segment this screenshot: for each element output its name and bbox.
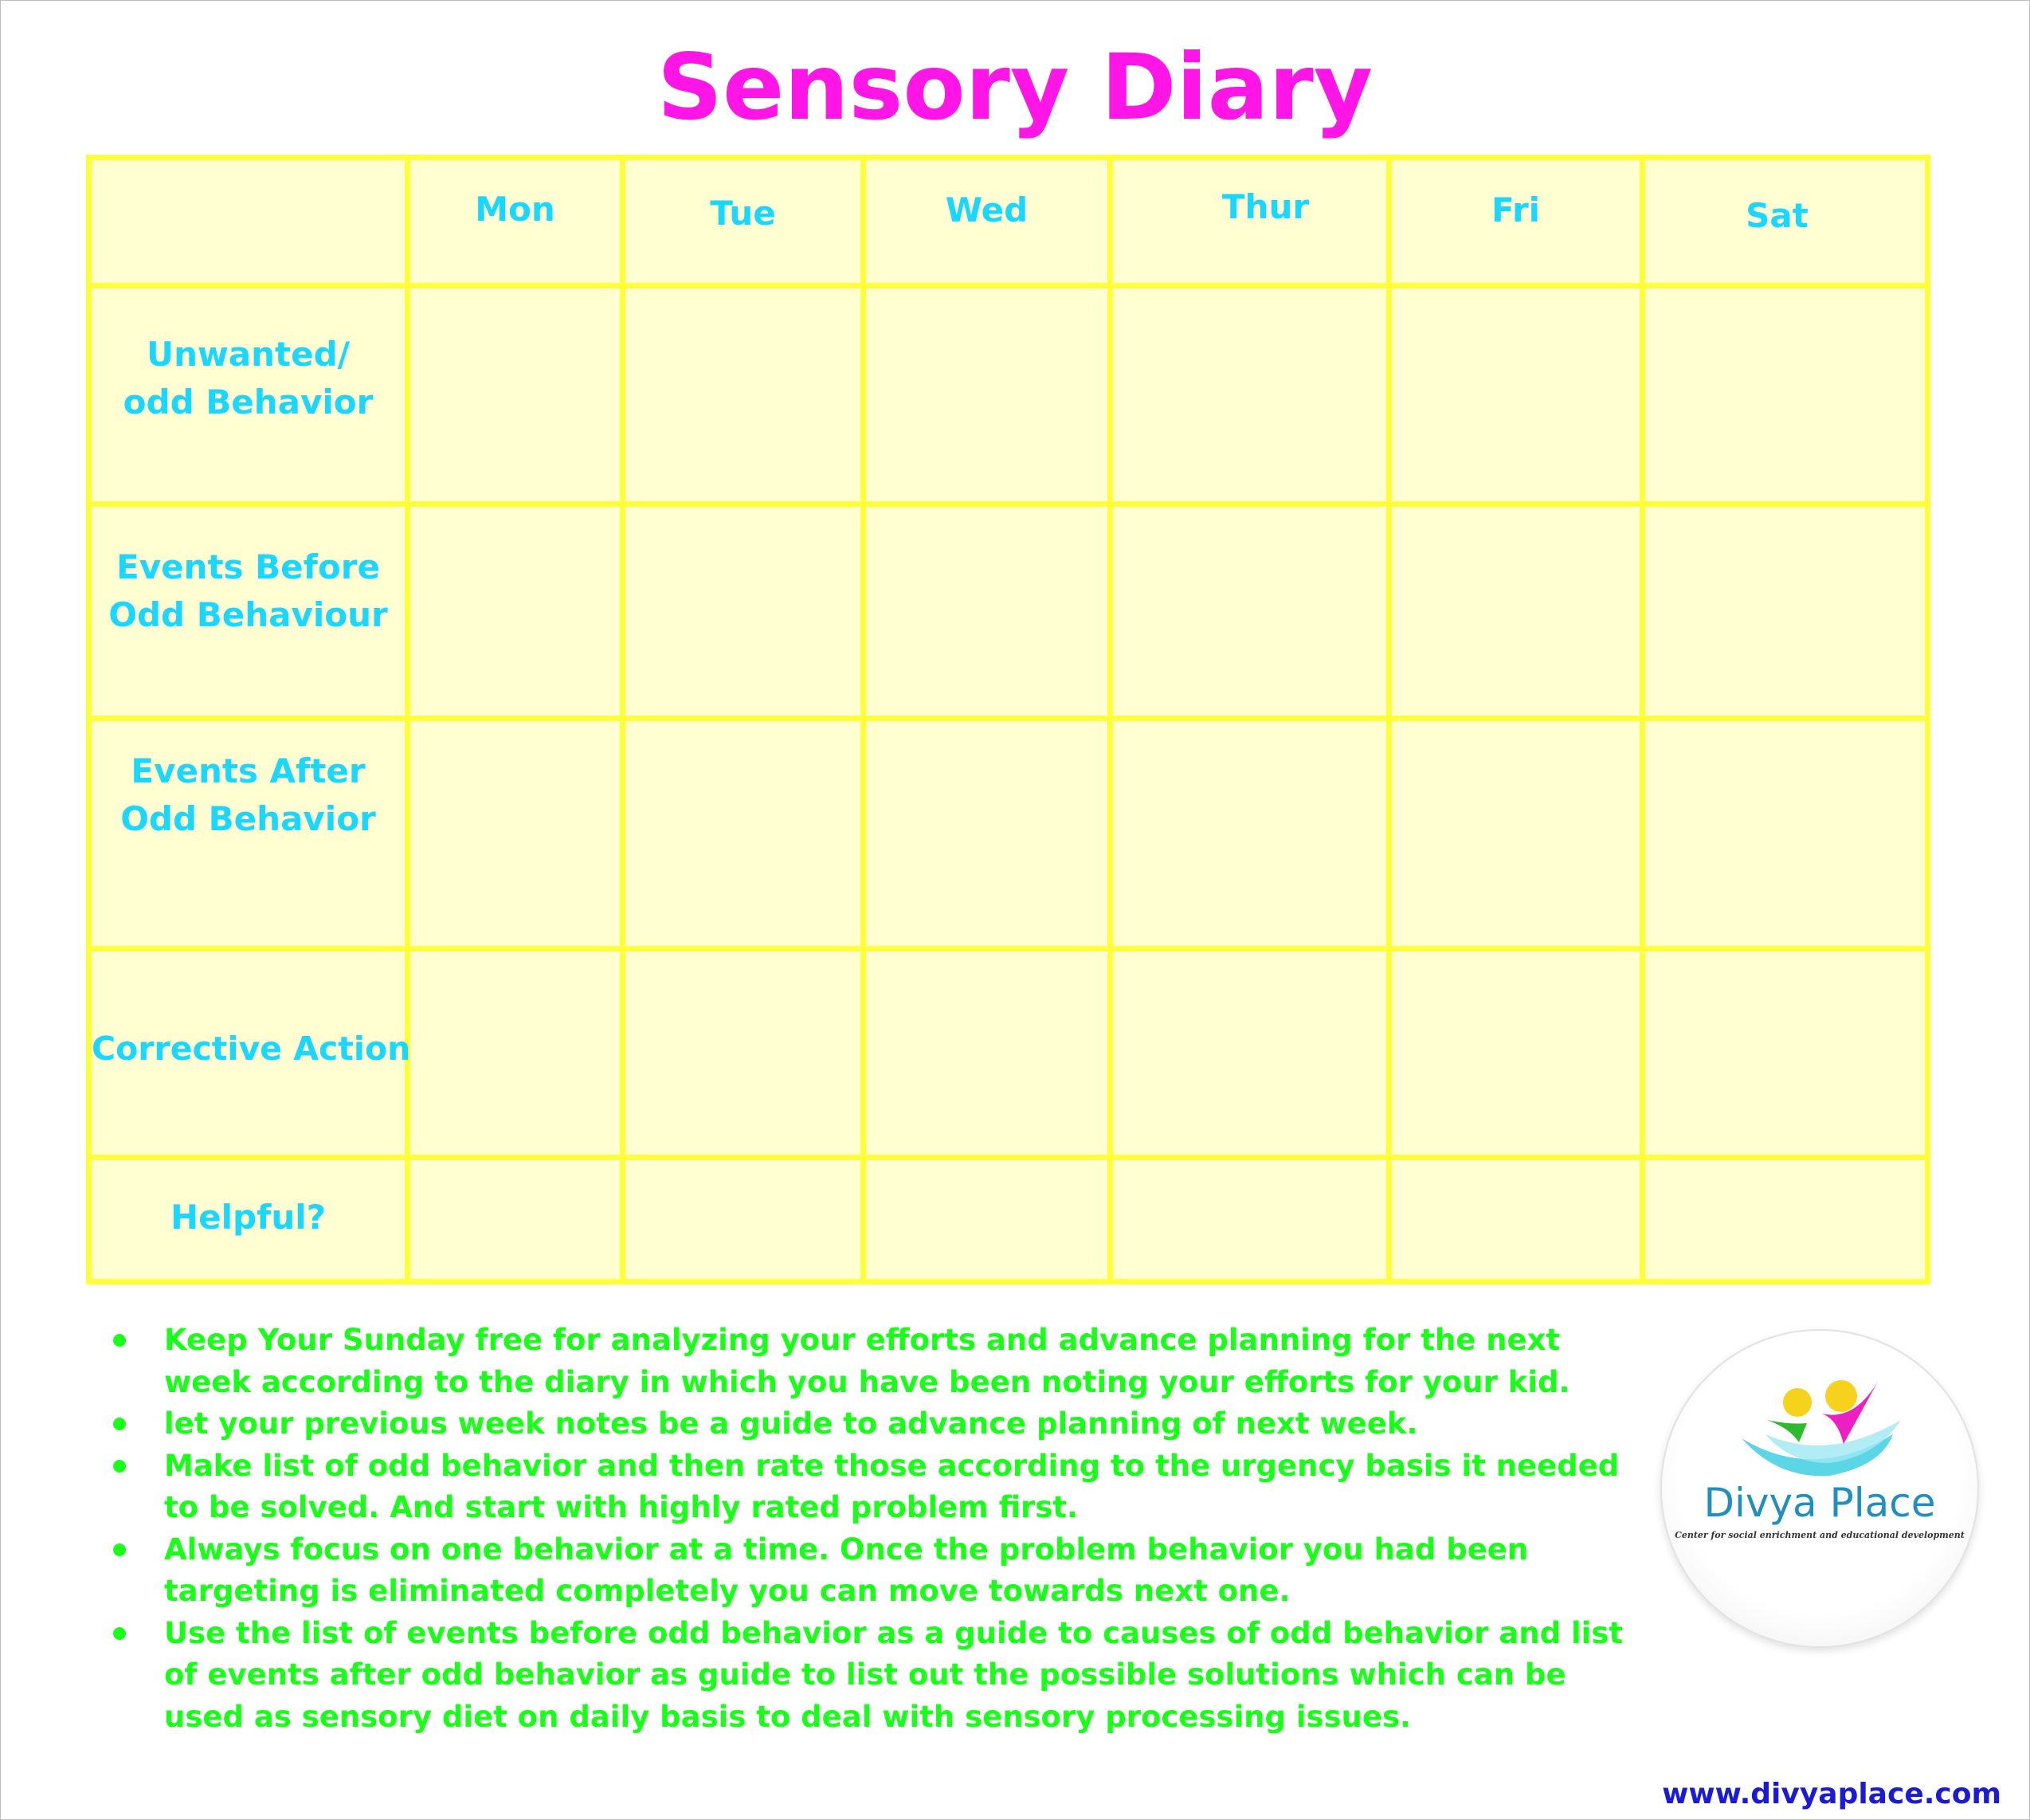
diary-cell[interactable] [1643,948,1928,1157]
row-label-helpful [89,1158,408,1282]
diary-cell[interactable] [1111,285,1389,504]
diary-cell[interactable] [864,1158,1111,1282]
diary-cell[interactable] [864,285,1111,504]
row-label-line: Events Before [116,547,380,587]
day-header-fri: Fri [1389,158,1643,286]
row-label-events-before [89,504,408,719]
row-label-line: Corrective Action [92,1029,411,1068]
sensory-diary-table [86,155,1930,1285]
day-header-tue: Tue [623,158,864,286]
diary-cell[interactable] [408,504,623,719]
diary-cell[interactable] [408,285,623,504]
diary-cell[interactable] [623,719,864,948]
logo-tagline: Center for social enrichment and educational development [1675,1530,1965,1540]
diary-cell[interactable] [408,948,623,1157]
diary-cell[interactable] [864,719,1111,948]
page-title: Sensory Diary [656,34,1374,140]
row-label-events-after [89,719,408,948]
table-row [89,1158,1928,1282]
diary-cell[interactable] [1389,719,1643,948]
diary-cell[interactable] [1111,948,1389,1157]
row-label-line: Odd Behaviour [108,595,388,635]
row-label-line: Unwanted/ [146,335,350,375]
corner-cell [89,158,408,286]
tips-list [104,1320,1641,1738]
list-item: Always focus on one behavior at a time. Once the problem behavior you had been targeting is eliminated completely you can move towards next one. [104,1529,1641,1613]
diary-cell[interactable] [1643,285,1928,504]
diary-cell[interactable] [1111,719,1389,948]
website-link[interactable]: www.divyaplace.com [1662,1778,2001,1810]
list-item: Make list of odd behavior and then rate those according to the urgency basis it needed to be solved. And start with highly rated problem first. [104,1445,1641,1529]
diary-cell[interactable] [1111,1158,1389,1282]
diary-cell[interactable] [408,1158,623,1282]
diary-cell[interactable] [1389,504,1643,719]
diary-cell[interactable] [1111,504,1389,719]
table-row [89,719,1928,948]
day-header-sat: Sat [1643,158,1928,286]
table-row [89,285,1928,504]
list-item: Keep Your Sunday free for analyzing your efforts and advance planning for the next week according to the diary in which you have been noting your efforts for your kid. [104,1320,1641,1403]
diary-cell[interactable] [623,285,864,504]
row-label-line: Helpful? [170,1197,327,1237]
diary-cell[interactable] [623,948,864,1157]
list-item: let your previous week notes be a guide to advance planning of next week. [104,1403,1641,1445]
logo-name: Divya Place [1703,1480,1936,1526]
diary-cell[interactable] [864,948,1111,1157]
row-label-line: Odd Behavior [120,799,376,839]
diary-cell[interactable] [1643,504,1928,719]
diary-cell[interactable] [1389,285,1643,504]
day-header-wed: Wed [864,158,1111,286]
row-label-line: odd Behavior [123,382,374,422]
row-label-corrective-action [89,948,411,1157]
diary-cell[interactable] [1643,719,1928,948]
day-header-mon: Mon [408,158,623,286]
row-label-line: Events After [131,751,366,791]
list-item: Use the list of events before odd behavior as a guide to causes of odd behavior and list of events after odd behavior as guide to list out the possible solutions which can be used as sensory diet on daily basis to deal with sensory processing issues. [104,1613,1641,1739]
diary-cell[interactable] [623,1158,864,1282]
diary-cell[interactable] [408,719,623,948]
logo-figures-icon [1710,1363,1930,1482]
header-row [89,158,1928,286]
table-row [89,948,1928,1157]
diary-cell[interactable] [623,504,864,719]
diary-cell[interactable] [1389,1158,1643,1282]
diary-cell[interactable] [1643,1158,1928,1282]
row-label-unwanted-behavior [89,285,408,504]
diary-cell[interactable] [864,504,1111,719]
table-row [89,504,1928,719]
diary-cell[interactable] [1389,948,1643,1157]
day-header-thur: Thur [1111,158,1389,286]
divya-place-logo [1660,1329,1979,1648]
